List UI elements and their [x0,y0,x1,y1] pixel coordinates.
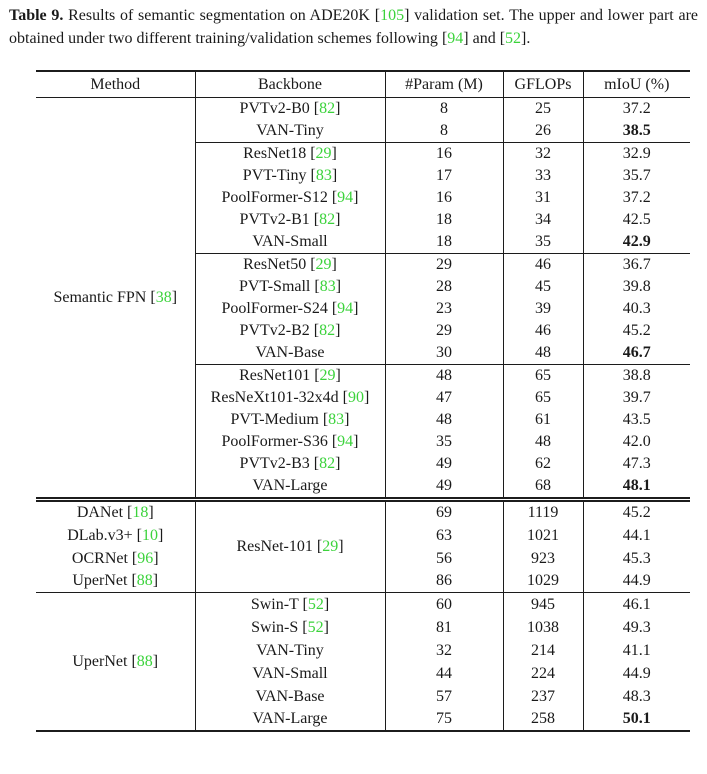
citation-link[interactable]: 82 [319,211,336,228]
citation-link[interactable]: 38 [155,288,172,306]
cell-gflops: 45 [503,276,583,298]
cell-gflops: 65 [503,364,583,387]
cell-miou: 48.3 [622,687,651,705]
cell-backbone: PVT-Medium [83] [195,409,385,431]
cell-miou: 38.8 [583,364,690,387]
cell-backbone: PVTv2-B1 [82] [195,209,385,231]
citation-link[interactable]: 94 [447,29,464,47]
cell-method: DLab.v3+ [10] [36,524,195,547]
cell-backbone: PVT-Small [83] [195,276,385,298]
col-header-params: #Param (M) [385,71,503,97]
col-header-method: Method [36,71,195,97]
cell-params: 86 [385,570,503,593]
cell-params: 56 [385,547,503,570]
cell-gflops: 46 [503,320,583,342]
cell-params: 8 [385,120,503,143]
cell-gflops: 224 [503,662,583,685]
col-header-gflops: GFLOPs [503,71,583,97]
cell-gflops: 258 [503,708,583,731]
cell-gflops: 34 [503,209,583,231]
cell-miou: 44.1 [622,526,651,544]
cell-backbone: ResNeXt101-32x4d [90] [195,387,385,409]
cell-params: 48 [385,409,503,431]
cell-backbone: Swin-S [52] [195,616,385,639]
citation-link[interactable]: 88 [136,652,153,670]
cell-params: 18 [385,231,503,254]
cell-miou: 44.9 [622,572,651,590]
cell-miou: 35.7 [622,167,651,184]
cell-params: 18 [385,209,503,231]
cell-params: 75 [385,708,503,731]
cell-miou: 46.7 [622,344,651,361]
table-row [36,499,690,524]
cell-gflops: 1021 [503,524,583,547]
citation-link[interactable]: 94 [337,300,354,317]
cell-params: 44 [385,662,503,685]
citation-link[interactable]: 52 [307,618,324,636]
cell-gflops: 1119 [503,499,583,524]
cell-miou: 49.3 [622,618,651,636]
col-header-backbone: Backbone [195,71,385,97]
col-header-miou: mIoU (%) [583,71,690,97]
results-table [36,70,690,732]
cell-miou: 37.2 [622,189,651,206]
cell-backbone: VAN-Tiny [195,639,385,662]
cell-backbone: PVTv2-B0 [82] [195,97,385,120]
cell-params: 17 [385,165,503,187]
cell-miou: 47.3 [622,455,651,472]
cell-miou: 44.9 [622,664,651,682]
citation-link[interactable]: 83 [328,411,345,428]
cell-gflops: 32 [503,142,583,165]
cell-params: 23 [385,298,503,320]
cell-method: DANet [18] [36,499,195,524]
cell-params: 29 [385,253,503,276]
cell-gflops: 25 [503,97,583,120]
cell-miou: 43.5 [622,411,651,428]
cell-gflops: 31 [503,187,583,209]
cell-backbone: VAN-Large [195,708,385,731]
citation-link[interactable]: 83 [315,167,332,184]
cell-backbone: Swin-T [52] [195,593,385,616]
citation-link[interactable]: 94 [337,189,354,206]
cell-backbone: VAN-Small [195,662,385,685]
citation-link[interactable]: 82 [319,100,336,117]
cell-backbone: VAN-Small [195,231,385,254]
cell-method: UperNet [88] [36,593,195,731]
citation-link[interactable]: 90 [347,389,364,406]
cell-params: 16 [385,187,503,209]
cell-backbone: PoolFormer-S12 [94] [195,187,385,209]
header-row [36,71,690,97]
cell-miou: 48.1 [622,477,651,494]
cell-miou: 45.2 [583,499,690,524]
cell-miou: 42.5 [622,211,651,228]
citation-link[interactable]: 52 [307,595,324,613]
citation-link[interactable]: 96 [137,549,154,567]
cell-params: 49 [385,475,503,500]
results-table-body [36,97,690,731]
cell-method: OCRNet [96] [36,547,195,570]
citation-link[interactable]: 82 [319,455,336,472]
citation-link[interactable]: 18 [132,504,149,521]
cell-miou: 36.7 [583,253,690,276]
cell-backbone: PoolFormer-S24 [94] [195,298,385,320]
cell-method: Semantic FPN [38] [36,97,195,499]
cell-backbone: PVT-Tiny [83] [195,165,385,187]
cell-params: 49 [385,453,503,475]
cell-gflops: 65 [503,387,583,409]
cell-params: 29 [385,320,503,342]
cell-backbone: ResNet101 [29] [195,364,385,387]
cell-params: 32 [385,639,503,662]
cell-backbone: ResNet-101 [29] [195,499,385,593]
cell-params: 48 [385,364,503,387]
cell-gflops: 46 [503,253,583,276]
cell-miou: 38.5 [622,122,651,139]
cell-miou: 42.9 [622,233,651,250]
cell-gflops: 48 [503,431,583,453]
citation-link[interactable]: 83 [319,278,336,295]
cell-backbone: VAN-Base [195,685,385,708]
caption-table-number: Table 9. [9,7,64,24]
table-caption: Table 9. Results of semantic segmentation on ADE20K [105] validation set. The upper and lower part are obtained under two different training/validation schemes following [94] and [52]. [9,7,698,47]
cell-gflops: 61 [503,409,583,431]
cell-gflops: 33 [503,165,583,187]
cell-backbone: VAN-Large [195,475,385,500]
cell-miou: 50.1 [622,710,651,727]
citation-link[interactable]: 29 [322,538,339,556]
cell-gflops: 923 [503,547,583,570]
cell-gflops: 35 [503,231,583,254]
cell-params: 47 [385,387,503,409]
cell-miou: 42.0 [622,433,651,450]
cell-backbone: VAN-Tiny [195,120,385,143]
table-row [36,593,690,616]
citation-link[interactable]: 29 [319,367,336,384]
cell-miou: 45.2 [622,322,651,339]
cell-gflops: 1029 [503,570,583,593]
cell-backbone: ResNet18 [29] [195,142,385,165]
cell-gflops: 26 [503,120,583,143]
citation-link[interactable]: 88 [136,572,153,590]
cell-miou: 46.1 [583,593,690,616]
cell-miou: 45.3 [622,549,651,567]
cell-params: 57 [385,685,503,708]
cell-miou: 40.3 [622,300,651,317]
cell-gflops: 1038 [503,616,583,639]
cell-miou: 32.9 [583,142,690,165]
cell-gflops: 68 [503,475,583,500]
cell-miou: 41.1 [622,641,651,659]
cell-backbone: PVTv2-B2 [82] [195,320,385,342]
cell-gflops: 48 [503,342,583,365]
cell-gflops: 214 [503,639,583,662]
cell-params: 35 [385,431,503,453]
cell-params: 63 [385,524,503,547]
table-row [36,97,690,120]
cell-gflops: 39 [503,298,583,320]
cell-params: 28 [385,276,503,298]
citation-link[interactable]: 105 [380,7,405,24]
cell-backbone: PVTv2-B3 [82] [195,453,385,475]
cell-miou: 37.2 [622,100,651,117]
citation-link[interactable]: 94 [337,433,354,450]
cell-params: 30 [385,342,503,365]
cell-gflops: 237 [503,685,583,708]
cell-params: 81 [385,616,503,639]
cell-params: 69 [385,499,503,524]
cell-params: 60 [385,593,503,616]
cell-gflops: 945 [503,593,583,616]
cell-params: 8 [385,97,503,120]
cell-miou: 39.7 [622,389,651,406]
citation-link[interactable]: 82 [319,322,336,339]
cell-gflops: 62 [503,453,583,475]
cell-backbone: ResNet50 [29] [195,253,385,276]
cell-miou: 39.8 [622,278,651,295]
cell-backbone: PoolFormer-S36 [94] [195,431,385,453]
citation-link[interactable]: 52 [505,29,522,47]
cell-params: 16 [385,142,503,165]
citation-link[interactable]: 29 [315,256,332,273]
citation-link[interactable]: 10 [141,526,158,544]
citation-link[interactable]: 29 [315,145,332,162]
cell-method: UperNet [88] [36,570,195,593]
cell-backbone: VAN-Base [195,342,385,365]
